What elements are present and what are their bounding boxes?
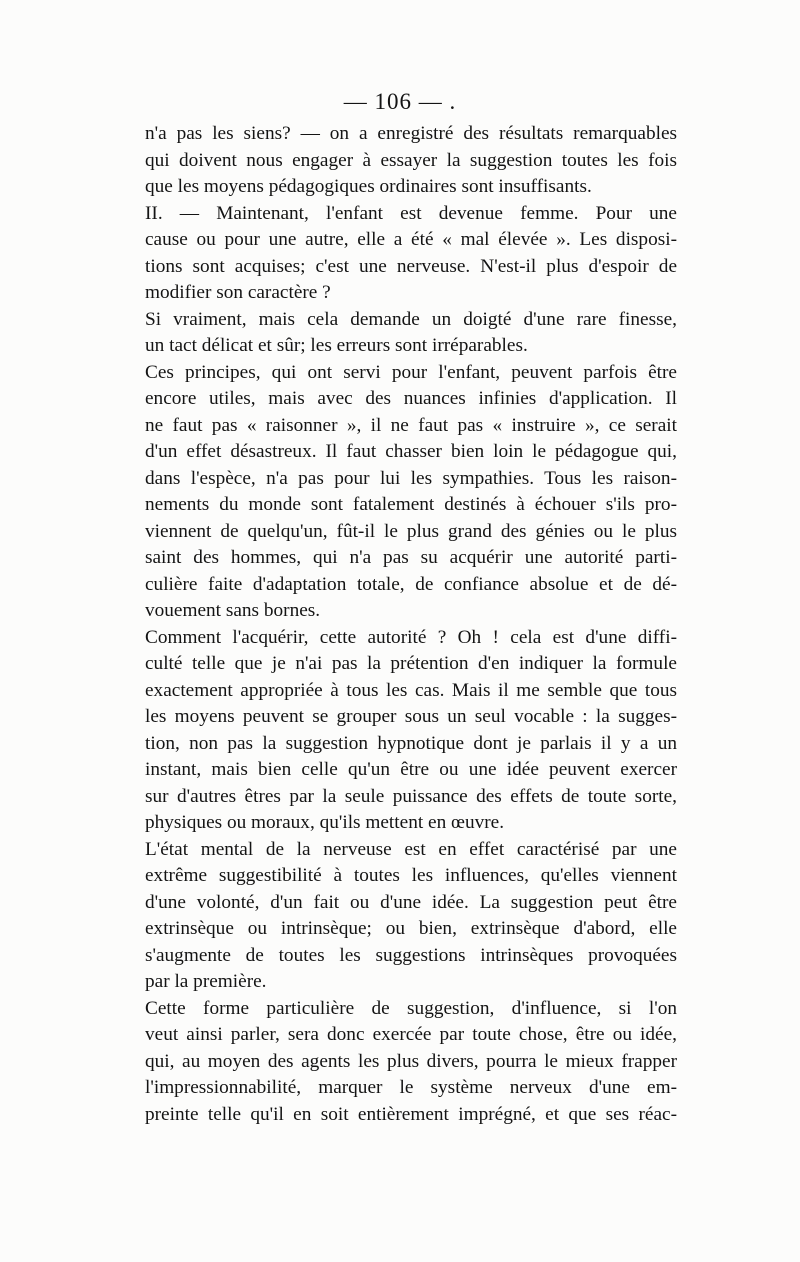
text-line: culière faite d'adaptation totale, de confiance absolue et de dé- [145,573,677,595]
text-line: s'augmente de toutes les suggestions intrinsèques provoquées [145,944,677,966]
text-line: Si vraiment, mais cela demande un doigté d'une rare finesse, [145,308,677,330]
text-line: Ces principes, qui ont servi pour l'enfant, peuvent parfois être [145,361,677,383]
text-line: modifier son caractère ? [145,282,331,303]
text-line: tions sont acquises; c'est une nerveuse. N'est-il plus d'espoir de [145,255,677,277]
text-line: exactement appropriée à tous les cas. Mais il me semble que tous [145,679,677,701]
text-line: les moyens peuvent se grouper sous un seul vocable : la sugges- [145,706,677,727]
text-line: II. — Maintenant, l'enfant est devenue femme. Pour une [145,202,677,224]
page-number-header: — 106 — . [343,89,457,114]
text-line: vouement sans bornes. [145,600,321,621]
text-line: qui, au moyen des agents les plus divers, pourra le mieux frapper [145,1050,677,1072]
text-line: Comment l'acquérir, cette autorité ? Oh ! cela est d'une diffi- [145,626,677,648]
text-line: qui doivent nous engager à essayer la suggestion toutes les fois [145,149,677,171]
text-line: saint des hommes, qui n'a pas su acquérir une autorité parti- [145,547,677,568]
text-line: physiques ou moraux, qu'ils mettent en œuvre. [145,812,505,833]
text-line: culté telle que je n'ai pas la prétention d'en indiquer la formule [145,653,677,674]
text-line: ne faut pas « raisonner », il ne faut pas « instruire », ce serait [145,414,677,436]
text-line: extrinsèque ou intrinsèque; ou bien, extrinsèque d'abord, elle [145,918,677,939]
text-line: sur d'autres êtres par la seule puissance des effets de toute sorte, [145,785,677,807]
text-line: d'une volonté, d'un fait ou d'une idée. La suggestion peut être [145,891,677,913]
text-line: d'un effet désastreux. Il faut chasser bien loin le pédagogue qui, [145,441,677,462]
text-line: encore utiles, mais avec des nuances infinies d'application. Il [145,388,677,409]
text-line: viennent de quelqu'un, fût-il le plus grand des génies ou le plus [145,520,677,542]
text-line: instant, mais bien celle qu'un être ou une idée peuvent exercer [145,759,677,780]
text-line: nements du monde sont fatalement destinés à échouer s'ils pro- [145,494,677,515]
text-line: par la première. [145,971,267,992]
text-line: veut ainsi parler, sera donc exercée par toute chose, être ou idée, [145,1024,677,1045]
text-line: un tact délicat et sûr; les erreurs sont irréparables. [145,335,528,356]
text-line: n'a pas les siens? — on a enregistré des résultats remarquables [145,123,677,144]
text-line: L'état mental de la nerveuse est en effet caractérisé par une [145,838,677,860]
text-line: Cette forme particulière de suggestion, d'influence, si l'on [145,997,677,1019]
text-line: que les moyens pédagogiques ordinaires sont insuffisants. [145,176,592,197]
text-line: extrême suggestibilité à toutes les influences, qu'elles viennent [145,865,677,886]
text-line: cause ou pour une autre, elle a été « mal élevée ». Les disposi- [145,229,677,250]
text-line: tion, non pas la suggestion hypnotique dont je parlais il y a un [145,732,677,754]
body-text [145,121,677,1128]
text-line: preinte telle qu'il en soit entièrement imprégné, et que ses réac- [145,1103,677,1125]
text-line: l'impressionnabilité, marquer le système nerveux d'une em- [145,1077,677,1098]
text-line: dans l'espèce, n'a pas pour lui les sympathies. Tous les raison- [145,467,677,489]
